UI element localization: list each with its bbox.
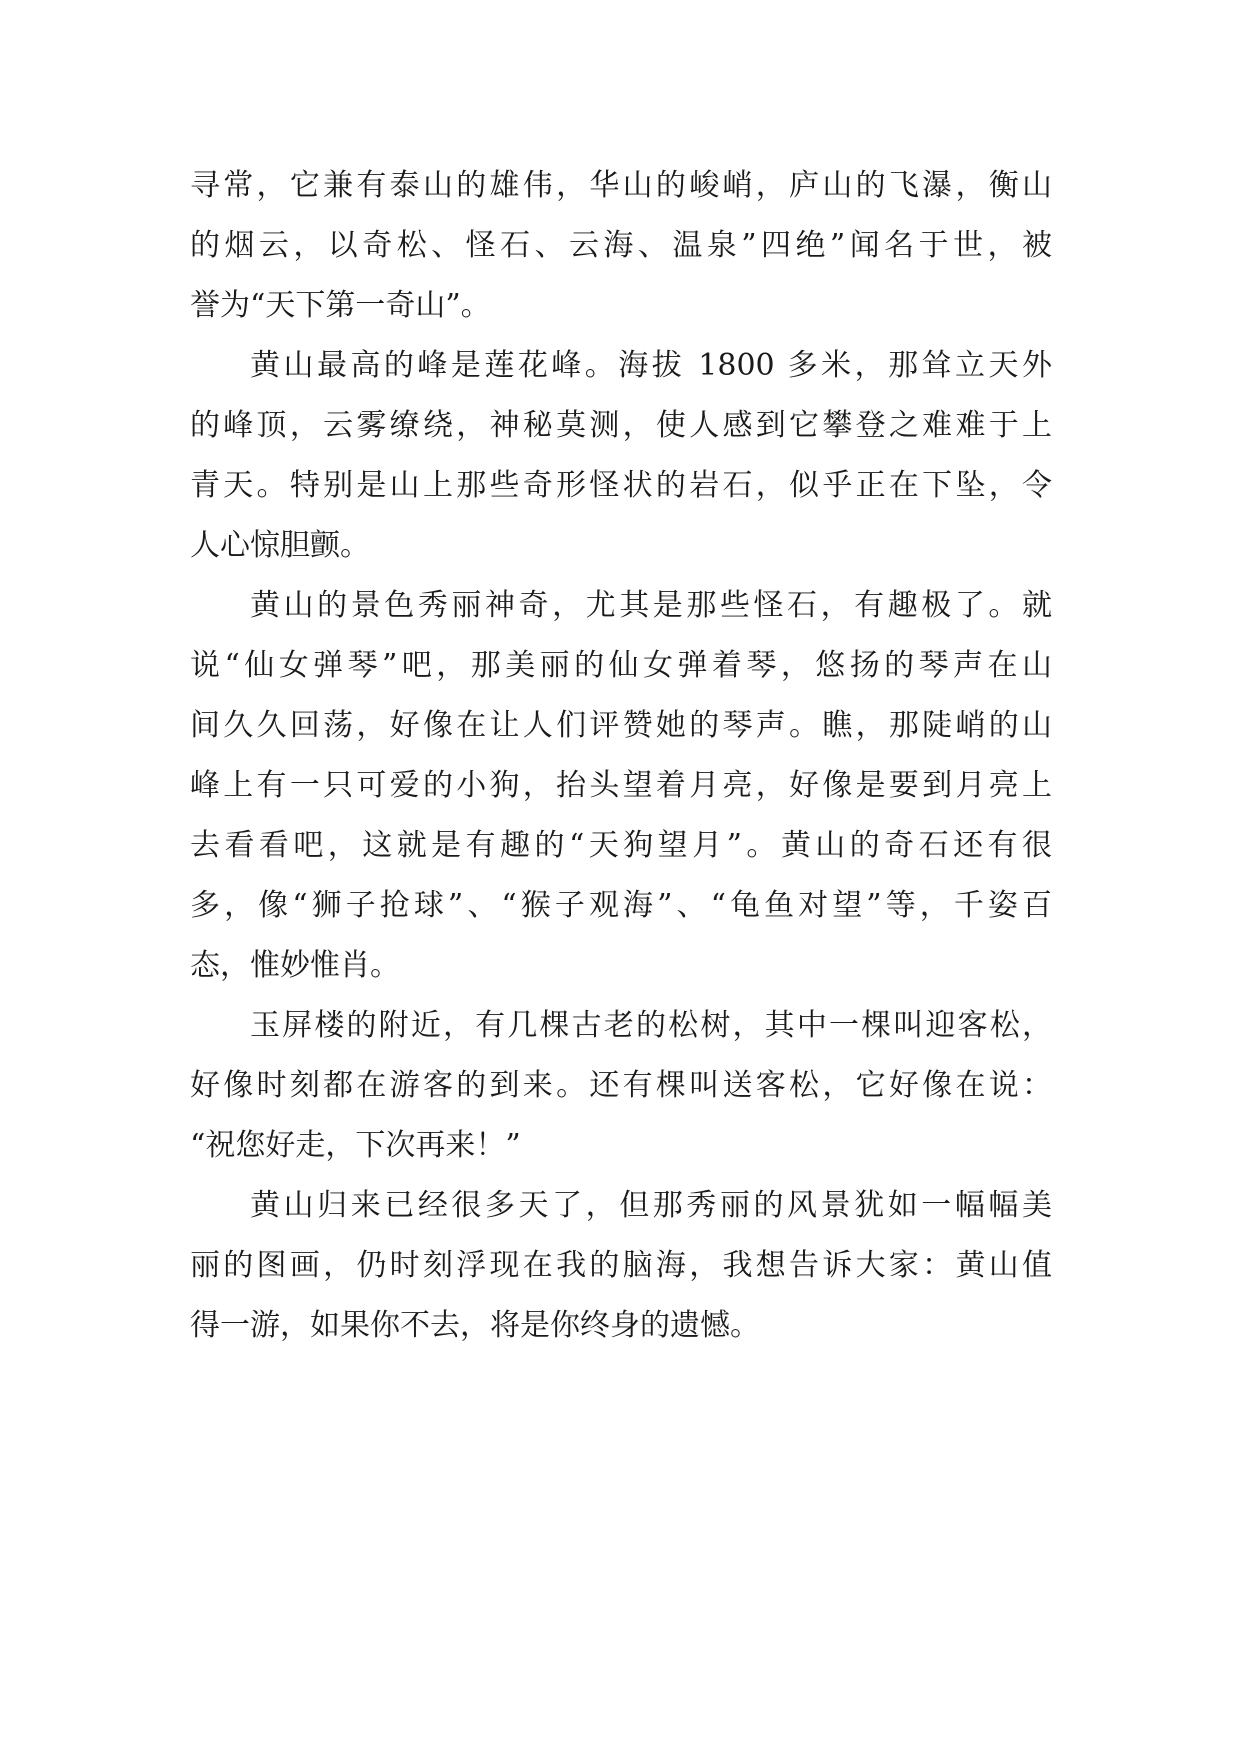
text-line: 人心惊胆颤。 <box>190 528 370 563</box>
paragraph-5 <box>190 1176 1052 1356</box>
paragraph-4 <box>190 996 1052 1176</box>
text-line: 丽的图画，仍时刻浮现在我的脑海，我想告诉大家：黄山值 <box>190 1248 1052 1283</box>
text-line: 黄山最高的峰是莲花峰。海拔 1800 多米，那耸立天外 <box>250 348 1052 383</box>
text-line: 黄山归来已经很多天了，但那秀丽的风景犹如一幅幅美 <box>250 1188 1052 1223</box>
text-line: 多，像“狮子抢球”、“猴子观海”、“龟鱼对望”等，千姿百 <box>190 888 1052 923</box>
text-line: 的烟云，以奇松、怪石、云海、温泉”四绝”闻名于世，被 <box>190 228 1052 263</box>
text-line: 态，惟妙惟肖。 <box>190 948 400 983</box>
text-line: “祝您好走，下次再来！” <box>190 1128 521 1163</box>
text-line: 寻常，它兼有泰山的雄伟，华山的峻峭，庐山的飞瀑，衡山 <box>190 168 1052 203</box>
text-line: 去看看吧，这就是有趣的“天狗望月”。黄山的奇石还有很 <box>190 828 1052 863</box>
essay-body <box>190 156 1052 1356</box>
text-line: 峰上有一只可爱的小狗，抬头望着月亮，好像是要到月亮上 <box>190 768 1052 803</box>
text-line: 得一游，如果你不去，将是你终身的遗憾。 <box>190 1308 760 1343</box>
paragraph-2 <box>190 336 1052 576</box>
paragraph-3 <box>190 576 1052 996</box>
text-line: 誉为“天下第一奇山”。 <box>190 288 491 323</box>
text-line: 的峰顶，云雾缭绕，神秘莫测，使人感到它攀登之难难于上 <box>190 408 1052 443</box>
text-line: 间久久回荡，好像在让人们评赞她的琴声。瞧，那陡峭的山 <box>190 708 1052 743</box>
text-line: 黄山的景色秀丽神奇，尤其是那些怪石，有趣极了。就 <box>250 588 1052 623</box>
text-line: 好像时刻都在游客的到来。还有棵叫送客松，它好像在说： <box>190 1068 1052 1103</box>
paragraph-1 <box>190 156 1052 336</box>
text-line: 说“仙女弹琴”吧，那美丽的仙女弹着琴，悠扬的琴声在山 <box>190 648 1052 683</box>
text-line: 青天。特别是山上那些奇形怪状的岩石，似乎正在下坠，令 <box>190 468 1052 503</box>
text-line: 玉屏楼的附近，有几棵古老的松树，其中一棵叫迎客松， <box>250 1008 1052 1043</box>
